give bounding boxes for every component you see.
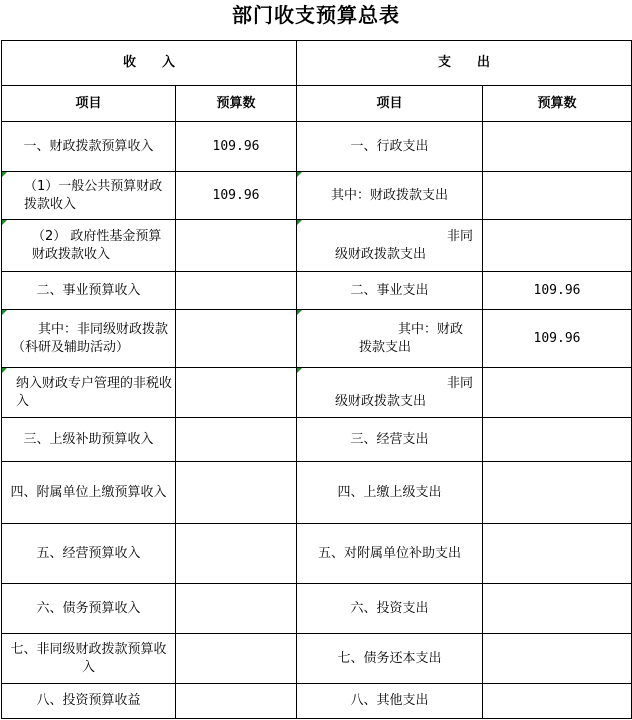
- income-value-cell: [176, 462, 297, 524]
- income-budget-column-header: 预算数: [176, 86, 297, 122]
- table-row: [2, 172, 632, 220]
- income-value-cell: [176, 684, 297, 719]
- income-item-cell: 六、债务预算收入: [2, 584, 176, 634]
- section-header-row: [2, 41, 632, 86]
- table-row: [2, 220, 632, 272]
- income-value-cell: [176, 584, 297, 634]
- income-item-cell: 八、投资预算收益: [2, 684, 176, 719]
- income-item-cell: 四、附属单位上缴预算收入: [2, 462, 176, 524]
- table-row: [2, 368, 632, 418]
- column-header-row: [2, 86, 632, 122]
- expense-value-cell: [483, 462, 632, 524]
- page-title: 部门收支预算总表: [232, 3, 400, 27]
- income-value-cell: [176, 220, 297, 272]
- table-row: [2, 272, 632, 310]
- expense-item-cell: 其中：财政拨款支出: [297, 310, 483, 368]
- table-row: [2, 310, 632, 368]
- table-row: [2, 418, 632, 462]
- expense-item-cell: 七、债务还本支出: [297, 634, 483, 684]
- expense-item-cell: 二、事业支出: [297, 272, 483, 310]
- expense-item-cell: 六、投资支出: [297, 584, 483, 634]
- income-value-cell: [176, 418, 297, 462]
- expense-item-cell: 八、其他支出: [297, 684, 483, 719]
- expense-item-cell: 四、上缴上级支出: [297, 462, 483, 524]
- income-value-cell: [176, 634, 297, 684]
- income-value-cell: 109.96: [176, 172, 297, 220]
- budget-summary-table: [1, 40, 632, 719]
- expense-value-cell: [483, 634, 632, 684]
- income-item-cell: 纳入财政专户管理的非税收入: [2, 368, 176, 418]
- income-value-cell: [176, 524, 297, 584]
- expense-value-cell: [483, 524, 632, 584]
- income-item-cell: 五、经营预算收入: [2, 524, 176, 584]
- expense-value-cell: [483, 220, 632, 272]
- income-value-cell: [176, 368, 297, 418]
- table-row: [2, 122, 632, 172]
- expense-value-cell: 109.96: [483, 272, 632, 310]
- income-value-cell: [176, 310, 297, 368]
- income-value-cell: 109.96: [176, 122, 297, 172]
- income-item-cell: 二、事业预算收入: [2, 272, 176, 310]
- expense-budget-column-header: 预算数: [483, 86, 632, 122]
- income-item-cell: 三、上级补助预算收入: [2, 418, 176, 462]
- expense-item-cell: 三、经营支出: [297, 418, 483, 462]
- table-row: [2, 634, 632, 684]
- income-item-cell: （2） 政府性基金预算财政拨款收入: [2, 220, 176, 272]
- income-item-cell: 其中：非同级财政拨款（科研及辅助活动）: [2, 310, 176, 368]
- income-item-cell: （1）一般公共预算财政拨款收入: [2, 172, 176, 220]
- expense-item-cell: 非同级财政拨款支出: [297, 368, 483, 418]
- table-row: [2, 524, 632, 584]
- expense-item-column-header: 项目: [297, 86, 483, 122]
- expense-value-cell: [483, 368, 632, 418]
- table-row: [2, 684, 632, 719]
- income-value-cell: [176, 272, 297, 310]
- expense-item-cell: 一、行政支出: [297, 122, 483, 172]
- expense-item-cell: 非同级财政拨款支出: [297, 220, 483, 272]
- expense-item-cell: 五、对附属单位补助支出: [297, 524, 483, 584]
- table-row: [2, 584, 632, 634]
- expense-section-header: 支 出: [297, 41, 632, 86]
- expense-item-cell: 其中：财政拨款支出: [297, 172, 483, 220]
- expense-value-cell: [483, 172, 632, 220]
- expense-value-cell: [483, 122, 632, 172]
- income-item-column-header: 项目: [2, 86, 176, 122]
- income-item-cell: 七、非同级财政拨款预算收入: [2, 634, 176, 684]
- table-row: [2, 462, 632, 524]
- income-item-cell: 一、财政拨款预算收入: [2, 122, 176, 172]
- expense-value-cell: [483, 584, 632, 634]
- expense-value-cell: [483, 418, 632, 462]
- expense-value-cell: 109.96: [483, 310, 632, 368]
- expense-value-cell: [483, 684, 632, 719]
- income-section-header: 收 入: [2, 41, 297, 86]
